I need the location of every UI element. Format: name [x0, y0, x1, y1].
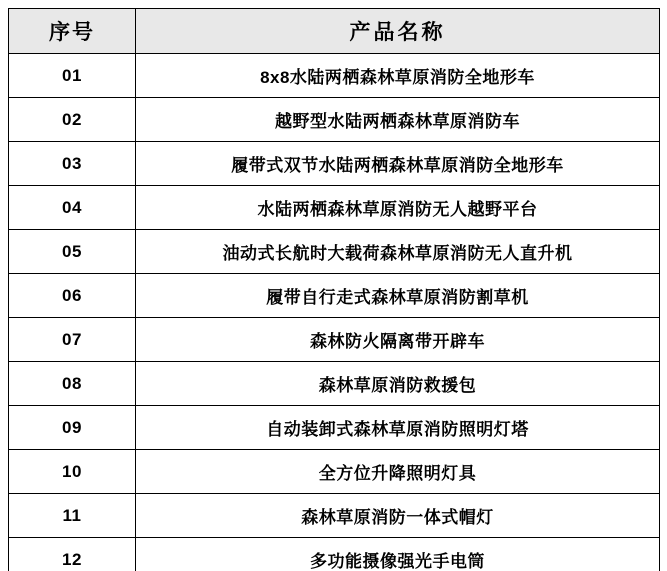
- table-row: [9, 318, 660, 362]
- cell-index: 12: [9, 538, 136, 571]
- table-row: [9, 186, 660, 230]
- cell-index: 07: [9, 318, 136, 362]
- column-header-index: 序号: [9, 9, 136, 54]
- cell-index: 09: [9, 406, 136, 450]
- cell-product-name: 森林防火隔离带开辟车: [136, 318, 660, 362]
- cell-index: 04: [9, 186, 136, 230]
- cell-index: 10: [9, 450, 136, 494]
- table-row: [9, 494, 660, 538]
- cell-product-name: 森林草原消防一体式帽灯: [136, 494, 660, 538]
- cell-index: 08: [9, 362, 136, 406]
- cell-index: 02: [9, 98, 136, 142]
- table-row: [9, 538, 660, 571]
- table-row: [9, 450, 660, 494]
- cell-product-name: 水陆两栖森林草原消防无人越野平台: [136, 186, 660, 230]
- table-row: [9, 406, 660, 450]
- cell-product-name: 履带自行走式森林草原消防割草机: [136, 274, 660, 318]
- cell-index: 01: [9, 54, 136, 98]
- table-row: [9, 274, 660, 318]
- cell-product-name: 全方位升降照明灯具: [136, 450, 660, 494]
- table-row: [9, 142, 660, 186]
- cell-index: 06: [9, 274, 136, 318]
- table-header-row: [9, 9, 660, 54]
- cell-product-name: 8x8水陆两栖森林草原消防全地形车: [136, 54, 660, 98]
- cell-product-name: 越野型水陆两栖森林草原消防车: [136, 98, 660, 142]
- table-row: [9, 98, 660, 142]
- table-row: [9, 362, 660, 406]
- cell-product-name: 履带式双节水陆两栖森林草原消防全地形车: [136, 142, 660, 186]
- table-header: [9, 9, 660, 54]
- cell-product-name: 油动式长航时大载荷森林草原消防无人直升机: [136, 230, 660, 274]
- cell-product-name: 森林草原消防救援包: [136, 362, 660, 406]
- table-row: [9, 54, 660, 98]
- cell-index: 11: [9, 494, 136, 538]
- table-row: [9, 230, 660, 274]
- cell-index: 05: [9, 230, 136, 274]
- cell-product-name: 多功能摄像强光手电筒: [136, 538, 660, 571]
- product-table: [8, 8, 660, 571]
- column-header-name: 产品名称: [136, 9, 660, 54]
- table-body: [9, 54, 660, 571]
- cell-index: 03: [9, 142, 136, 186]
- cell-product-name: 自动装卸式森林草原消防照明灯塔: [136, 406, 660, 450]
